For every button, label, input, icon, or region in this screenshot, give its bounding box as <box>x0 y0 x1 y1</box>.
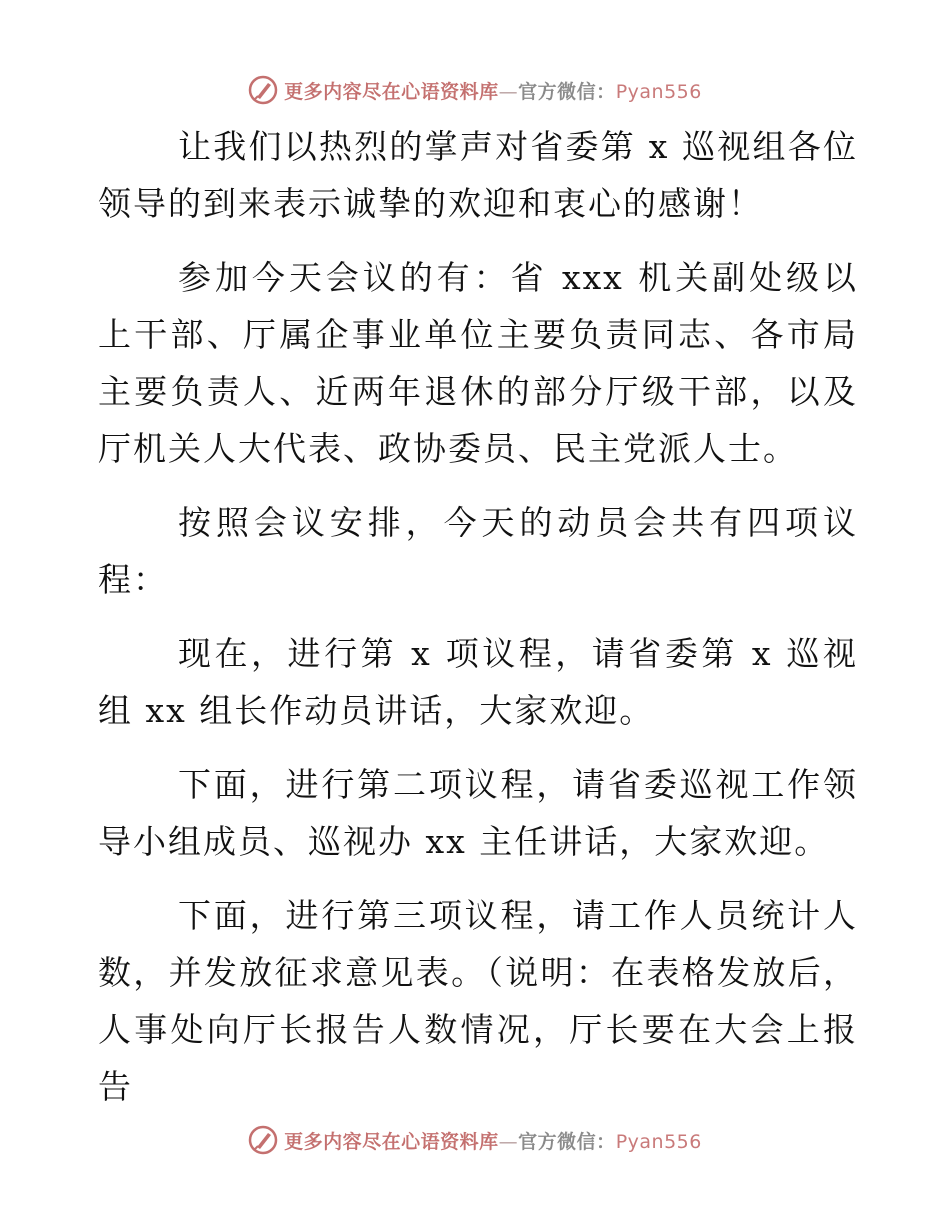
paragraph-6: 下面，进行第三项议程，请工作人员统计人数，并发放征求意见表。（说明：在表格发放后，人事处向厅长报告人数情况，厅长要在大会上报告 <box>98 896 858 1106</box>
document-body <box>98 118 858 1132</box>
watermark-account: Pyan556 <box>615 1130 702 1153</box>
paragraph-1: 让我们以热烈的掌声对省委第 x 巡视组各位领导的到来表示诚挚的欢迎和衷心的感谢！ <box>98 127 858 223</box>
watermark-brand: 更多内容尽在心语资料库 <box>284 80 499 103</box>
watermark-separator: — <box>498 1130 519 1153</box>
watermark-brand: 更多内容尽在心语资料库 <box>284 1130 499 1153</box>
watermark-account: Pyan556 <box>615 80 702 103</box>
paragraph-2: 参加今天会议的有：省 xxx 机关副处级以上干部、厅属企事业单位主要负责同志、各市局主要负责人、近两年退休的部分厅级干部，以及厅机关人大代表、政协委员、民主党派人士。 <box>98 258 858 468</box>
watermark-text <box>284 1127 702 1154</box>
header-watermark <box>0 70 950 110</box>
watermark-official-label: 官方微信： <box>518 1130 616 1153</box>
watermark-official-label: 官方微信： <box>518 80 616 103</box>
paragraph-5: 下面，进行第二项议程，请省委巡视工作领导小组成员、巡视办 xx 主任讲话，大家欢迎。 <box>98 765 858 861</box>
footer-watermark <box>0 1120 950 1160</box>
paragraph-3: 按照会议安排，今天的动员会共有四项议程： <box>98 503 858 599</box>
watermark-separator: — <box>498 80 519 103</box>
paragraph-4: 现在，进行第 x 项议程，请省委第 x 巡视组 xx 组长作动员讲话，大家欢迎。 <box>98 634 858 730</box>
quill-logo-icon <box>248 1125 278 1155</box>
watermark-text <box>284 77 702 104</box>
quill-logo-icon <box>248 75 278 105</box>
